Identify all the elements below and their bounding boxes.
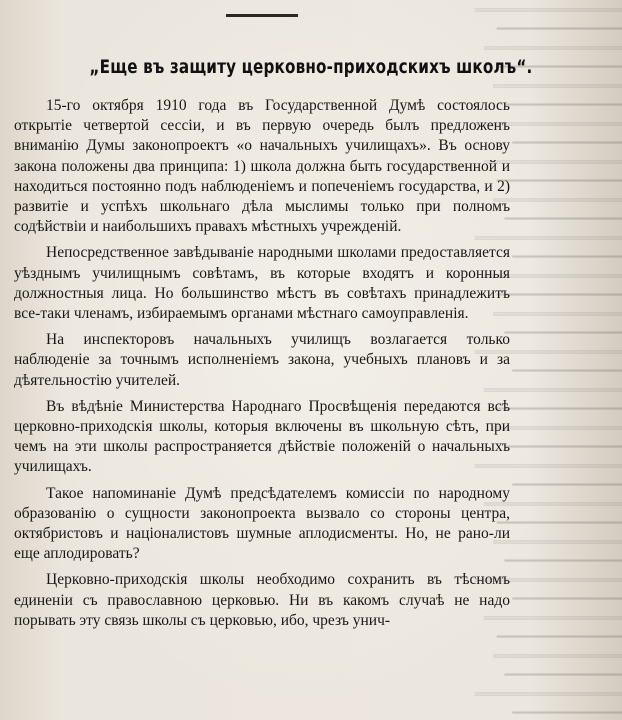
paragraph-6: Церковно-приходскія школы необходимо сохранить въ тѣсномъ единеніи съ православною церковью. Ни въ какомъ случаѣ не надо порывать эту связь школы съ церковью, ибо, чрезъ унич-: [14, 571, 510, 629]
paragraph-2: Непосредственное завѣдываніе народными школами предоставляется уѣзднымъ училищнымъ совѣтамъ, въ которые входятъ и коронныя должностныя лица. Но большинство мѣстъ въ совѣтахъ принадлежитъ все-таки членамъ, избираемымъ органами мѣстнаго самоуправленія.: [14, 244, 510, 323]
top-rule-divider: [226, 14, 298, 17]
paragraph-5: Такое напоминаніе Думѣ предсѣдателемъ комиссіи по народному образованію о сущности законопроекта вызвало со стороны центра, октябристовъ и націоналистовъ шумные аплодисменты. Но, не рано-ли еще аплодировать?: [14, 484, 510, 563]
paragraph-1: 15-го октября 1910 года въ Государственной Думѣ состоялось открытіе четвертой сессіи, и въ первую очередь былъ предложенъ вниманію Думы законопроектъ «о начальныхъ училищахъ». Въ основу закона положены два принципа: 1) школа должна быть государственной и находиться постоянно подъ наблюденіемъ и попеченіемъ государства, и 2) развитіе и успѣхъ школьнаго дѣла мыслимы только при полномъ содѣйствіи и наибольшихъ правахъ мѣстныхъ учрежденій.: [14, 97, 510, 236]
article-title: „Еще въ защиту церковно-приходскихъ школъ“.: [89, 56, 533, 78]
show-through-texture: ════════════════ ━━━━━━━━━━━━━━━━ ═══════════════ ━━━━━━━━━━━━━━━━ ══════════════ ━━━━━━━━━━━━━━━ ════════════════ ━━━━━━━━━━━━━━ ═══════════════ ━━━━━━━━━━━━━━━━ ══════════════ ━━━━━━━━━━━━━━━ ════════════════ ━━━━━━━━━━━━━━ ═══════════════ ━━━━━━━━━━━━━━━━ ══════════════ ━━━━━━━━━━━━━━━ ════════════════ ━━━━━━━━━━━━━━ ═══════════════ ━━━━━━━━━━━━━━━━ ══════════════ ━━━━━━━━━━━━━━━ ════════════════ ━━━━━━━━━━━━━━ ═══════════════ ━━━━━━━━━━━━━━━━ ══════════════ ━━━━━━━━━━━━━━━ ════════════════ ━━━━━━━━━━━━━━ ═══════════════ ━━━━━━━━━━━━━━━━ ══════════════ ━━━━━━━━━━━━━━━ ════════════════ ━━━━━━━━━━━━━━: [474, 2, 622, 720]
paragraph-4: Въ вѣдѣніе Министерства Народнаго Просвѣщенія передаются всѣ церковно-приходскія школы, которыя включены въ школьную сѣть, при чемъ на эти школы распространяется дѣйствіе положеній о начальныхъ училищахъ.: [14, 397, 510, 476]
paragraph-3: На инспекторовъ начальныхъ училищъ возлагается только наблюденіе за точнымъ исполненіемъ закона, учебныхъ плановъ и за дѣятельностію учителей.: [14, 331, 510, 389]
article-body: [14, 96, 510, 637]
